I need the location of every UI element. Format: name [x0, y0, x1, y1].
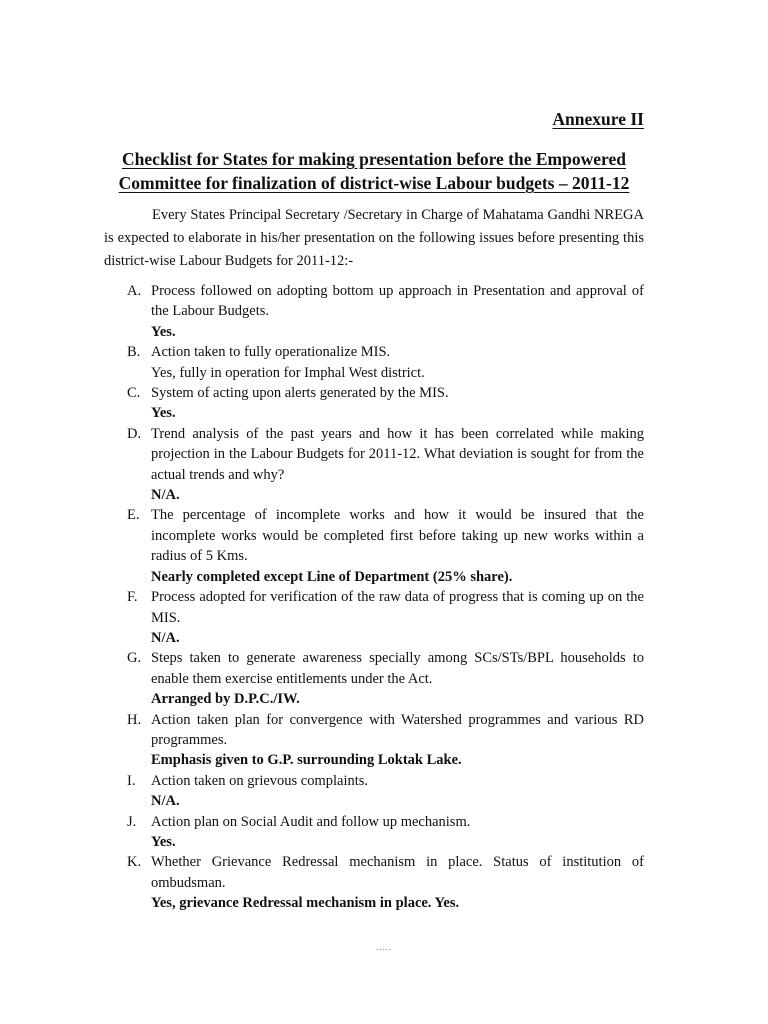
page-footer-marker: …..	[375, 942, 393, 952]
item-question: Trend analysis of the past years and how it has been correlated while making projection in the Labour Budgets for 2011-12. What deviation is sought for from the actual trends and why?	[151, 425, 644, 483]
checklist-item-j	[104, 812, 644, 853]
item-letter: J.	[127, 813, 137, 830]
item-answer: N/A.	[151, 629, 180, 646]
item-answer: Yes.	[151, 833, 176, 850]
item-question: Whether Grievance Redressal mechanism in place. Status of institution of ombudsman.	[151, 854, 644, 891]
item-question: Process adopted for verification of the raw data of progress that is coming up on the MIS.	[151, 589, 644, 626]
document-title	[104, 147, 644, 195]
item-letter: I.	[127, 772, 136, 789]
checklist-item-i	[104, 771, 644, 812]
item-question: The percentage of incomplete works and how it would be insured that the incomplete works would be completed first before taking up new works within a radius of 5 Kms.	[151, 507, 644, 565]
checklist-item-a	[104, 281, 644, 342]
item-answer: Arranged by D.P.C./IW.	[151, 691, 300, 708]
item-letter: B.	[127, 344, 141, 361]
item-answer: Yes.	[151, 405, 176, 422]
item-question: Steps taken to generate awareness specially among SCs/STs/BPL households to enable them exercise entitlements under the Act.	[151, 650, 644, 687]
item-letter: E.	[127, 507, 140, 524]
item-answer: N/A.	[151, 487, 180, 504]
item-answer: Nearly completed except Line of Department (25% share).	[151, 568, 513, 585]
item-question: Action plan on Social Audit and follow up mechanism.	[151, 813, 471, 830]
item-letter: A.	[127, 283, 142, 299]
item-answer: Yes.	[151, 323, 176, 340]
item-question: Action taken plan for convergence with Watershed programmes and various RD programmes.	[151, 711, 644, 748]
item-letter: C.	[127, 385, 141, 402]
item-question: Process followed on adopting bottom up approach in Presentation and approval of the Labour Budgets.	[151, 283, 644, 320]
checklist-item-c	[104, 383, 644, 424]
item-answer: Yes, grievance Redressal mechanism in place. Yes.	[151, 895, 460, 912]
checklist-item-k	[104, 852, 644, 913]
item-question: Action taken on grievous complaints.	[151, 772, 369, 789]
item-answer: Yes, fully in operation for Imphal West district.	[151, 364, 425, 381]
title-line-2: Committee for finalization of district-wise Labour budgets – 2011-12	[118, 173, 630, 193]
checklist	[104, 281, 644, 914]
item-answer: N/A.	[151, 793, 180, 810]
item-letter: G.	[127, 650, 142, 667]
item-letter: F.	[127, 589, 138, 606]
checklist-item-g	[104, 648, 644, 709]
title-line-1: Checklist for States for making presentation before the Empowered	[122, 149, 626, 169]
checklist-item-b	[104, 342, 644, 383]
item-letter: H.	[127, 711, 142, 728]
item-question: System of acting upon alerts generated by the MIS.	[151, 385, 449, 402]
checklist-item-h	[104, 710, 644, 771]
item-question: Action taken to fully operationalize MIS.	[151, 344, 391, 361]
item-letter: K.	[127, 854, 142, 871]
checklist-item-f	[104, 587, 644, 648]
checklist-item-d	[104, 424, 644, 506]
annexure-label: Annexure II	[552, 109, 644, 129]
item-letter: D.	[127, 425, 142, 442]
intro-paragraph: Every States Principal Secretary /Secretary in Charge of Mahatama Gandhi NREGA is expected to elaborate in his/her presentation on the following issues before presenting this district-wise Labour Budgets for 2011-12:-	[104, 207, 644, 269]
item-answer: Emphasis given to G.P. surrounding Loktak Lake.	[151, 752, 462, 769]
checklist-item-e	[104, 505, 644, 587]
